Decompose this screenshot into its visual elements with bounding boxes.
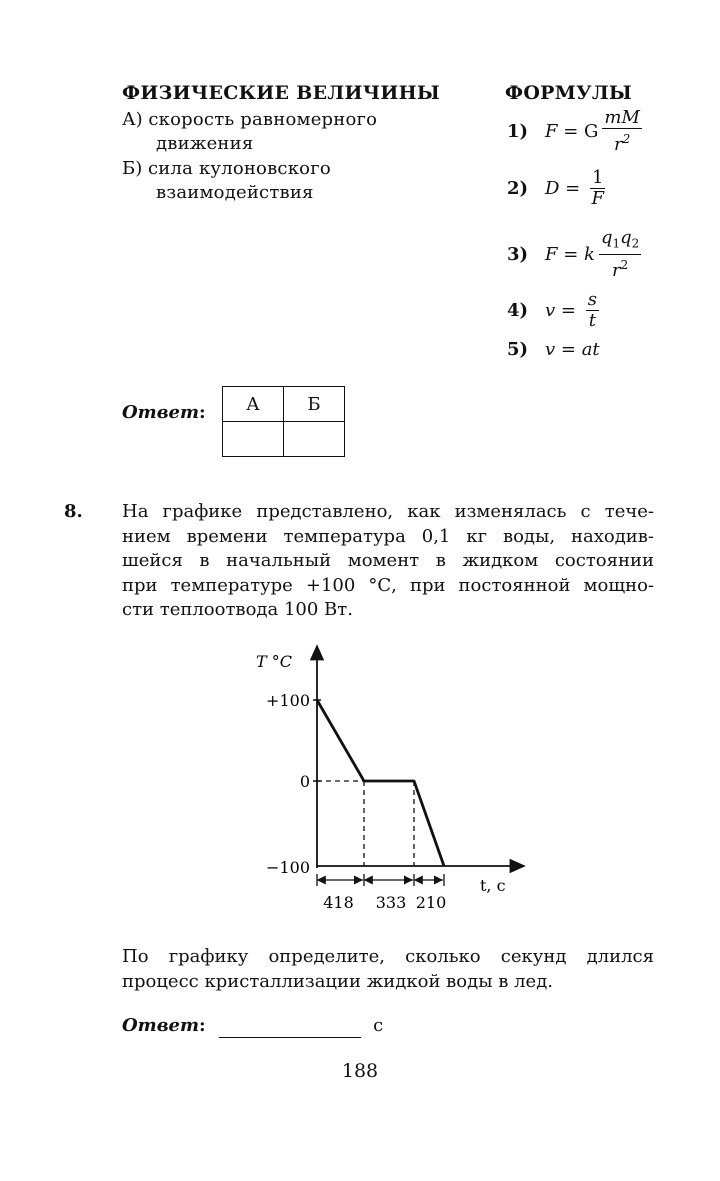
quantity-label: А) — [122, 109, 143, 130]
formula-lhs: v — [545, 339, 556, 360]
task-text — [122, 500, 654, 623]
formula-lhs: F — [545, 243, 558, 265]
page-number: 188 — [341, 1060, 379, 1082]
x-axis-label: t, с — [480, 876, 506, 895]
answer-input-line[interactable] — [219, 1019, 361, 1038]
quantity-text: движения — [156, 133, 254, 154]
formula-eq: = — [559, 178, 586, 199]
quantity-text: взаимодействия — [156, 182, 314, 203]
y-tick-label: −100 — [266, 858, 310, 877]
formula-2 — [507, 168, 605, 209]
answer-label: Ответ: — [122, 402, 206, 423]
left-column-header: ФИЗИЧЕСКИЕ ВЕЛИЧИНЫ — [122, 82, 440, 104]
formula-number: 2) — [507, 178, 529, 199]
formula-eq: = — [555, 300, 582, 321]
formula-number: 5) — [507, 339, 529, 360]
question-text — [122, 944, 654, 994]
exponent: 2 — [620, 257, 629, 272]
interval-label: 333 — [375, 893, 407, 912]
formula-rhs: at — [581, 339, 600, 360]
formula-3 — [507, 228, 641, 281]
quantity-text: сила кулоновского — [147, 158, 331, 179]
formula-number: 4) — [507, 300, 529, 321]
formula-fraction — [586, 290, 599, 331]
formula-number: 1) — [507, 121, 529, 142]
question-line: По графику определите, сколько секунд длился — [122, 946, 654, 967]
answer-table-header: А — [223, 387, 284, 422]
answer-cell-b[interactable] — [284, 422, 345, 457]
task-number: 8. — [64, 501, 83, 522]
right-column-header: ФОРМУЛЫ — [505, 82, 633, 104]
formula-eq: = — [555, 339, 582, 360]
answer-unit: с — [373, 1015, 384, 1036]
y-axis-label: T °C — [256, 652, 292, 671]
formula-fraction — [599, 228, 641, 281]
quantity-label: Б) — [122, 158, 143, 179]
formula-lhs: v — [545, 300, 556, 321]
formula-lhs: F — [545, 121, 558, 142]
quantity-item-b — [122, 157, 412, 205]
formula-eq: = G — [557, 121, 599, 142]
task-text-line: при температуре +100 °С, при постоянной мощно- — [122, 574, 654, 596]
task-text-line: нием времени температура 0,1 кг воды, находив- — [122, 525, 654, 547]
y-tick-label: 0 — [299, 772, 310, 791]
question-line: процесс кристаллизации жидкой воды в лед. — [122, 971, 554, 992]
task-text-line: сти теплоотвода 100 Вт. — [122, 599, 353, 620]
task-text-line: шейся в начальный момент в жидком состоянии — [122, 550, 654, 571]
fraction-numerator: 1 — [591, 167, 604, 188]
task-text-line: На графике представлено, как изменялась с тече- — [122, 501, 654, 522]
task8-answer: Ответ: с — [122, 1015, 384, 1036]
temperature-chart — [240, 640, 540, 920]
formula-lhs: D — [545, 178, 560, 199]
fraction-numerator: mM — [604, 107, 640, 128]
formula-eq: = k — [557, 243, 595, 265]
formula-number: 3) — [507, 243, 529, 265]
fraction-numerator: s — [587, 289, 597, 310]
formula-1 — [507, 108, 642, 155]
formula-5 — [507, 339, 600, 360]
fraction-numerator: $q_1q_2$ — [599, 228, 641, 255]
quantity-text: скорость равномерного — [148, 109, 378, 130]
fraction-denominator: r — [611, 259, 621, 281]
interval-label: 418 — [323, 893, 354, 912]
fraction-denominator: r — [614, 134, 623, 155]
formula-fraction — [590, 168, 605, 209]
quantity-item-a — [122, 108, 412, 156]
formula-fraction — [602, 108, 642, 155]
temperature-series-line — [317, 700, 444, 866]
formula-4 — [507, 290, 599, 331]
fraction-denominator: F — [591, 188, 604, 209]
answer-cell-a[interactable] — [223, 422, 284, 457]
answer-label: Ответ — [122, 1015, 200, 1036]
answer-table-header: Б — [284, 387, 345, 422]
y-tick-label: +100 — [266, 691, 310, 710]
answer-table — [222, 386, 345, 457]
fraction-denominator: t — [588, 310, 596, 331]
exponent: 2 — [622, 132, 631, 146]
interval-label: 210 — [415, 893, 447, 912]
